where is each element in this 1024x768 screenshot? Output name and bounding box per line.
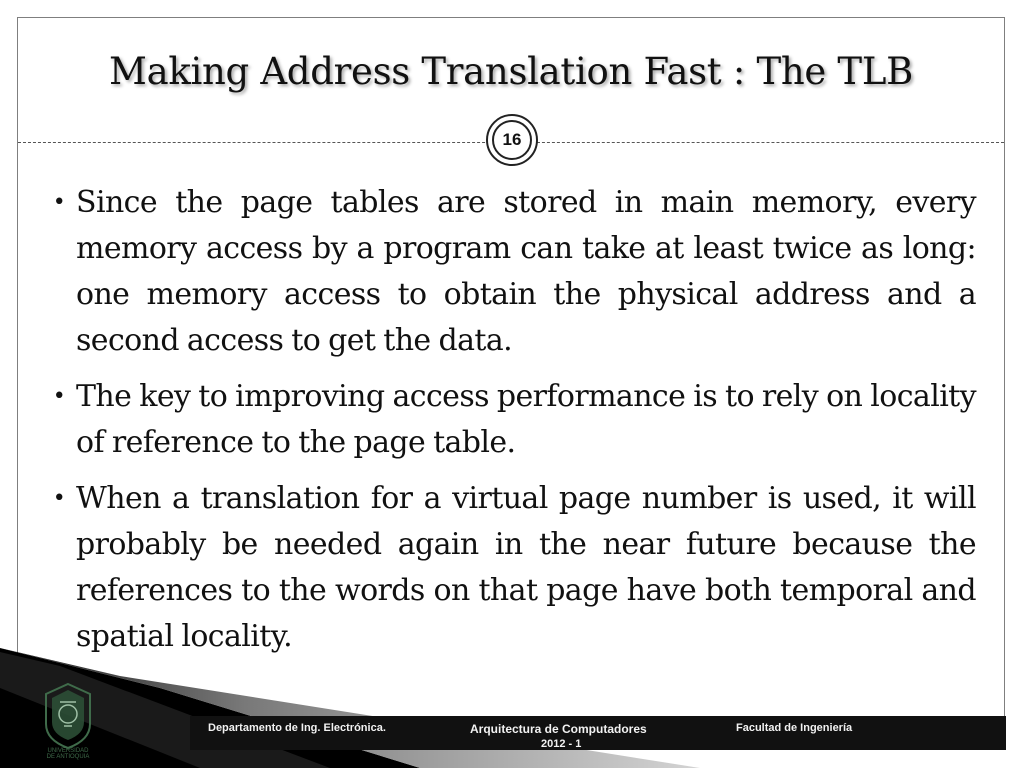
bullet-item xyxy=(48,374,976,466)
bullet-dot-icon: • xyxy=(52,384,66,409)
footer-department: Departamento de Ing. Electrónica. xyxy=(208,722,386,734)
footer-course: Arquitectura de Computadores xyxy=(470,722,647,736)
bullet-text: When a translation for a virtual page number is used, it will probably be needed again in the near future because the references to the words on that page have both temporal and spatial locality. xyxy=(76,481,976,654)
svg-text:UNIVERSIDAD: UNIVERSIDAD xyxy=(47,748,89,754)
bullet-list xyxy=(48,180,976,670)
footer-faculty: Facultad de Ingeniería xyxy=(736,722,853,734)
page-number: 16 xyxy=(492,120,532,160)
bullet-text: The key to improving access performance is to rely on locality of reference to the page table. xyxy=(76,379,976,460)
bullet-dot-icon: • xyxy=(52,190,66,215)
bullet-text: Since the page tables are stored in main memory, every memory access by a program can take at least twice as long: one memory access to obtain the physical address and a second access to get the data. xyxy=(76,185,976,358)
svg-text:DE ANTIOQUIA: DE ANTIOQUIA xyxy=(46,754,90,760)
slide-title: Making Address Translation Fast : The TLB xyxy=(109,50,913,93)
footer-term: 2012 - 1 xyxy=(541,738,582,750)
bullet-dot-icon: • xyxy=(52,486,66,511)
university-logo-icon xyxy=(36,682,100,762)
footer-swoosh-decoration xyxy=(0,648,1024,768)
bullet-item xyxy=(48,476,976,660)
page-number-badge xyxy=(486,114,538,166)
bullet-item xyxy=(48,180,976,364)
